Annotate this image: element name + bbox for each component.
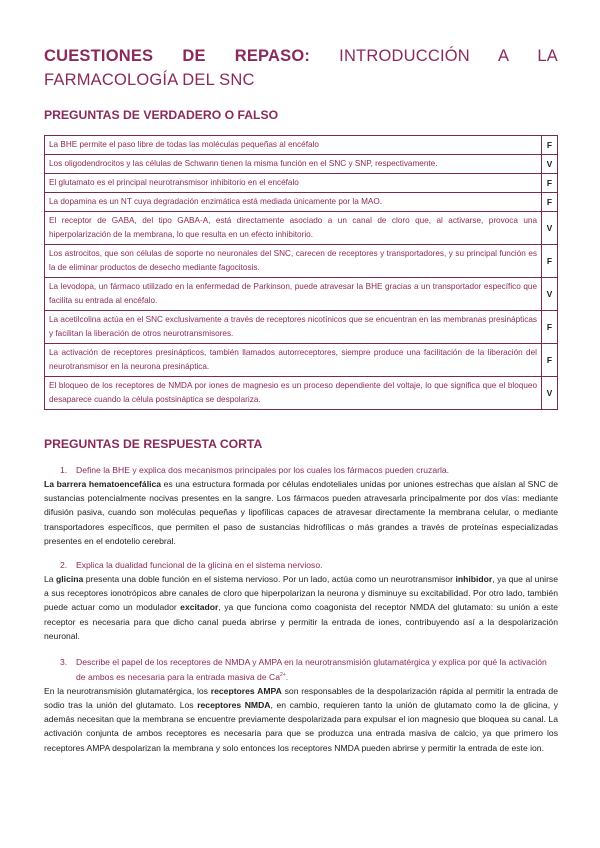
page	[44, 44, 559, 753]
answer-cell: V	[542, 155, 558, 174]
title-rest: INTRODUCCIÓN A LA FARMACOLOGÍA DEL SNC	[44, 47, 558, 89]
answer-cell: F	[542, 136, 558, 155]
statement-cell: El receptor de GABA, del tipo GABA-A, está directamente asociado a un canal de cloro que, al activarse, provoca una hiperpolarización de la membrana, lo que resulta en un efecto inhibitorio.	[45, 212, 542, 245]
table-row	[45, 311, 558, 344]
answer-3: En la neurotransmisión glutamatérgica, los receptores AMPA son responsables de la despolarización rápida al permitir la entrada de sodio tras la unión del glutamato. Los receptores NMDA, en cambio, requieren tanto la unión de glutamato como la de glicina, y además necesitan que la membrana se encuentre previamente despolarizada para expulsar el ion magnesio que bloquea su canal. La activación conjunta de ambos receptores es necesaria para que se produzca una entrada masiva de calcio, ya que primero los receptores AMPA despolarizan la membrana y solo entonces los receptores NMDA pueden abrirse y permitir la entrada de este ion.	[44, 685, 558, 753]
table-row	[45, 377, 558, 410]
answer-1: La barrera hematoencefálica es una estructura formada por células endoteliales unidas por uniones estrechas que aíslan al SNC de sustancias potencialmente nocivas presentes en la sangre. Los fármacos pueden atravesarla principalmente por dos vías: mediante difusión pasiva, cuando son moléculas pequeñas y lipofílicas capaces de atravesar directamente la membrana celular, o mediante transportadores específicos, que permiten el paso de sustancias hidrofílicas o más grandes a través de proteínas especializadas presentes en el endotelio cerebral.	[44, 479, 558, 546]
answer-cell: V	[542, 377, 558, 410]
statement-cell: La dopamina es un NT cuya degradación enzimática está mediada únicamente por la MAO.	[45, 193, 542, 212]
answer-cell: F	[542, 311, 558, 344]
statement-cell: Los oligodendrocitos y las células de Schwann tienen la misma función en el SNC y SNP, respectivamente.	[45, 155, 542, 174]
question-1-text: 1. Define la BHE y explica dos mecanismos principales por los cuales los fármacos pueden cruzarla.	[60, 465, 450, 475]
table-row	[45, 136, 558, 155]
table-row	[45, 174, 558, 193]
question-3	[44, 656, 558, 755]
answer-cell: F	[542, 344, 558, 377]
statement-cell: La activación de receptores presinápticos, también llamados autorreceptores, siempre produce una facilitación de la liberación del neurotransmisor en la neurona presináptica.	[45, 344, 542, 377]
table-row	[45, 193, 558, 212]
question-2	[44, 559, 558, 643]
answer-2: La glicina presenta una doble función en el sistema nervioso. Por un lado, actúa como un neurotransmisor inhibidor, ya que al unirse a sus receptores ionotrópicos abre canales de cloro que hiperpolarizan la neurona y disminuye su excitabilidad. Por otro lado, también puede actuar como un modulador excitador, ya que funciona como coagonista del receptor NMDA del glutamato: su unión a este receptor es necesaria para que dicho canal pueda abrirse y permitir la entrada de iones, contribuyendo así a la despolarización neuronal.	[44, 574, 559, 641]
question-3-text: 3. Describe el papel de los receptores de NMDA y AMPA en la neurotransmisión glutamatérgica y explica por qué la activación de ambos es necesaria para la entrada masiva de $Ca^{2+}$.	[60, 657, 547, 682]
short-answer-heading: PREGUNTAS DE RESPUESTA CORTA	[44, 437, 263, 451]
table-row	[45, 212, 558, 245]
statement-cell: El glutamato es el principal neurotransmisor inhibitorio en el encéfalo	[45, 174, 542, 193]
page-title	[44, 44, 558, 92]
table-row	[45, 278, 558, 311]
statement-cell: Los astrocitos, que son células de soporte no neuronales del SNC, carecen de receptores y transportadores, y su principal función es la de eliminar productos de desecho mediante fagocitosis.	[45, 245, 542, 278]
title-bold: CUESTIONES DE REPASO:	[44, 47, 311, 65]
statement-cell: La BHE permite el paso libre de todas las moléculas pequeñas al encéfalo	[45, 136, 542, 155]
answer-cell: V	[542, 278, 558, 311]
question-2-text: 2. Explica la dualidad funcional de la glicina en el sistema nervioso.	[60, 560, 323, 570]
table-row	[45, 155, 558, 174]
statement-cell: La levodopa, un fármaco utilizado en la enfermedad de Parkinson, puede atravesar la BHE gracias a un transportador específico que facilita su entrada al encéfalo.	[45, 278, 542, 311]
question-1	[44, 464, 558, 548]
answer-cell: F	[542, 193, 558, 212]
true-false-heading: PREGUNTAS DE VERDADERO O FALSO	[44, 108, 279, 122]
statement-cell: El bloqueo de los receptores de NMDA por iones de magnesio es un proceso dependiente del voltaje, lo que significa que el bloqueo desaparece cuando la célula postsináptica se despolariza.	[45, 377, 542, 410]
statement-cell: La acetilcolina actúa en el SNC exclusivamente a través de receptores nicotínicos que se encuentran en las membranas presinápticas y facilitan la liberación de otros neurotransmisores.	[45, 311, 542, 344]
true-false-table	[44, 135, 558, 410]
answer-cell: F	[542, 245, 558, 278]
table-row	[45, 245, 558, 278]
answer-cell: F	[542, 174, 558, 193]
answer-cell: V	[542, 212, 558, 245]
table-row	[45, 344, 558, 377]
